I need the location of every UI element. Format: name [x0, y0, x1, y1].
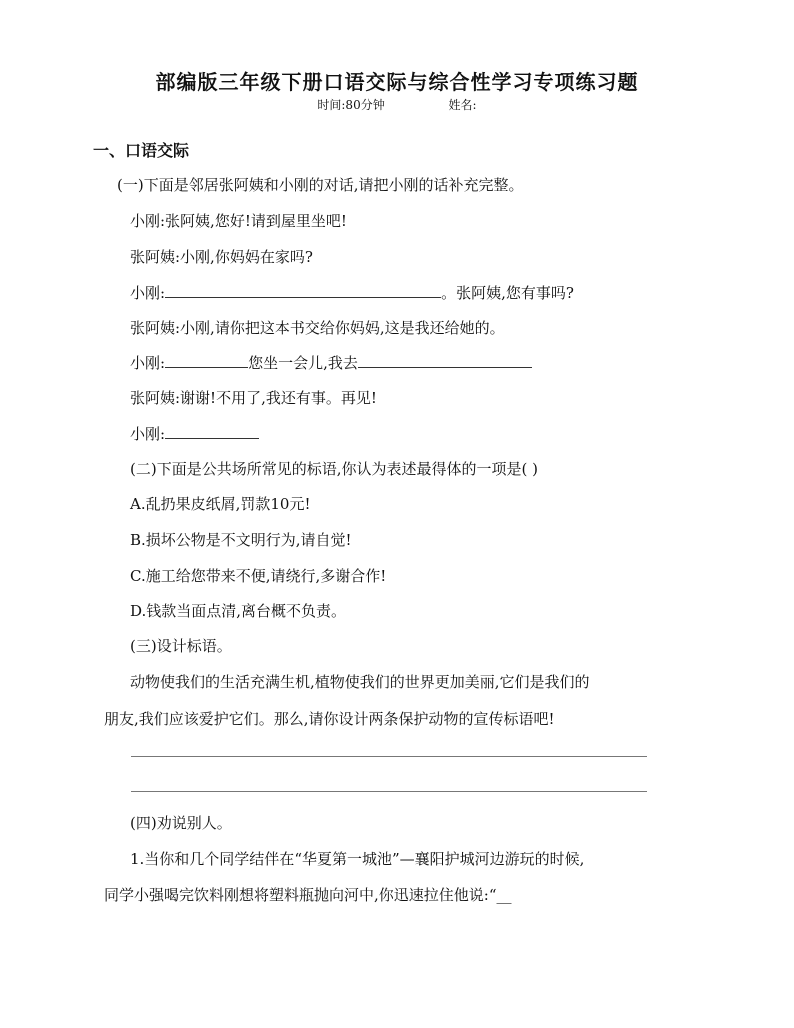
part3-text-line-2: 朋友,我们应该爱护它们。那么,请你设计两条保护动物的宣传标语吧! — [104, 710, 555, 728]
dialogue-line-5 — [130, 352, 532, 373]
answer-blank[interactable] — [165, 353, 248, 368]
answer-line[interactable] — [131, 791, 647, 792]
part1-prompt: (一)下面是邻居张阿姨和小刚的对话,请把小刚的话补充完整。 — [117, 176, 524, 194]
option-a[interactable]: A.乱扔果皮纸屑,罚款10元! — [130, 495, 311, 513]
dialogue-line-4: 张阿姨:小刚,请你把这本书交给你妈妈,这是我还给她的。 — [130, 319, 505, 337]
part2-prompt: (二)下面是公共场所常见的标语,你认为表述最得体的一项是( ) — [130, 460, 538, 478]
part4-prompt: (四)劝说别人。 — [130, 814, 232, 832]
part4-question-1-line-2: 同学小强喝完饮料刚想将塑料瓶抛向河中,你迅速拉住他说:“__ — [104, 886, 512, 904]
dialogue-line-1: 小刚:张阿姨,您好!请到屋里坐吧! — [130, 212, 347, 230]
answer-line[interactable] — [131, 756, 647, 757]
dialogue-line-2: 张阿姨:小刚,你妈妈在家吗? — [130, 248, 313, 266]
part3-text-line-1: 动物使我们的生活充满生机,植物使我们的世界更加美丽,它们是我们的 — [130, 673, 590, 691]
option-c[interactable]: C.施工给您带来不便,请绕行,多谢合作! — [130, 567, 387, 585]
exam-time: 时间:80分钟 — [317, 98, 385, 112]
dialogue-text: 您坐一会儿,我去 — [248, 354, 358, 372]
part4-question-1-line-1: 1.当你和几个同学结伴在“华夏第一城池”—襄阳护城河边游玩的时候, — [130, 850, 585, 868]
part3-prompt: (三)设计标语。 — [130, 637, 232, 655]
student-name-label: 姓名: — [448, 98, 477, 112]
speaker-label: 小刚: — [130, 425, 166, 443]
answer-blank[interactable] — [165, 283, 441, 298]
option-b[interactable]: B.损坏公物是不文明行为,请自觉! — [130, 531, 352, 549]
dialogue-line-6: 张阿姨:谢谢!不用了,我还有事。再见! — [130, 389, 377, 407]
exam-meta — [0, 96, 794, 113]
dialogue-text: 。张阿姨,您有事吗? — [441, 284, 574, 302]
speaker-label: 小刚: — [130, 284, 166, 302]
answer-blank[interactable] — [358, 353, 532, 368]
page-title: 部编版三年级下册口语交际与综合性学习专项练习题 — [155, 70, 639, 94]
dialogue-line-7 — [130, 423, 259, 444]
dialogue-line-3 — [130, 282, 574, 303]
option-d[interactable]: D.钱款当面点清,离台概不负责。 — [130, 602, 347, 620]
speaker-label: 小刚: — [130, 354, 166, 372]
section-heading: 一、口语交际 — [93, 141, 190, 160]
answer-blank[interactable] — [165, 424, 259, 439]
